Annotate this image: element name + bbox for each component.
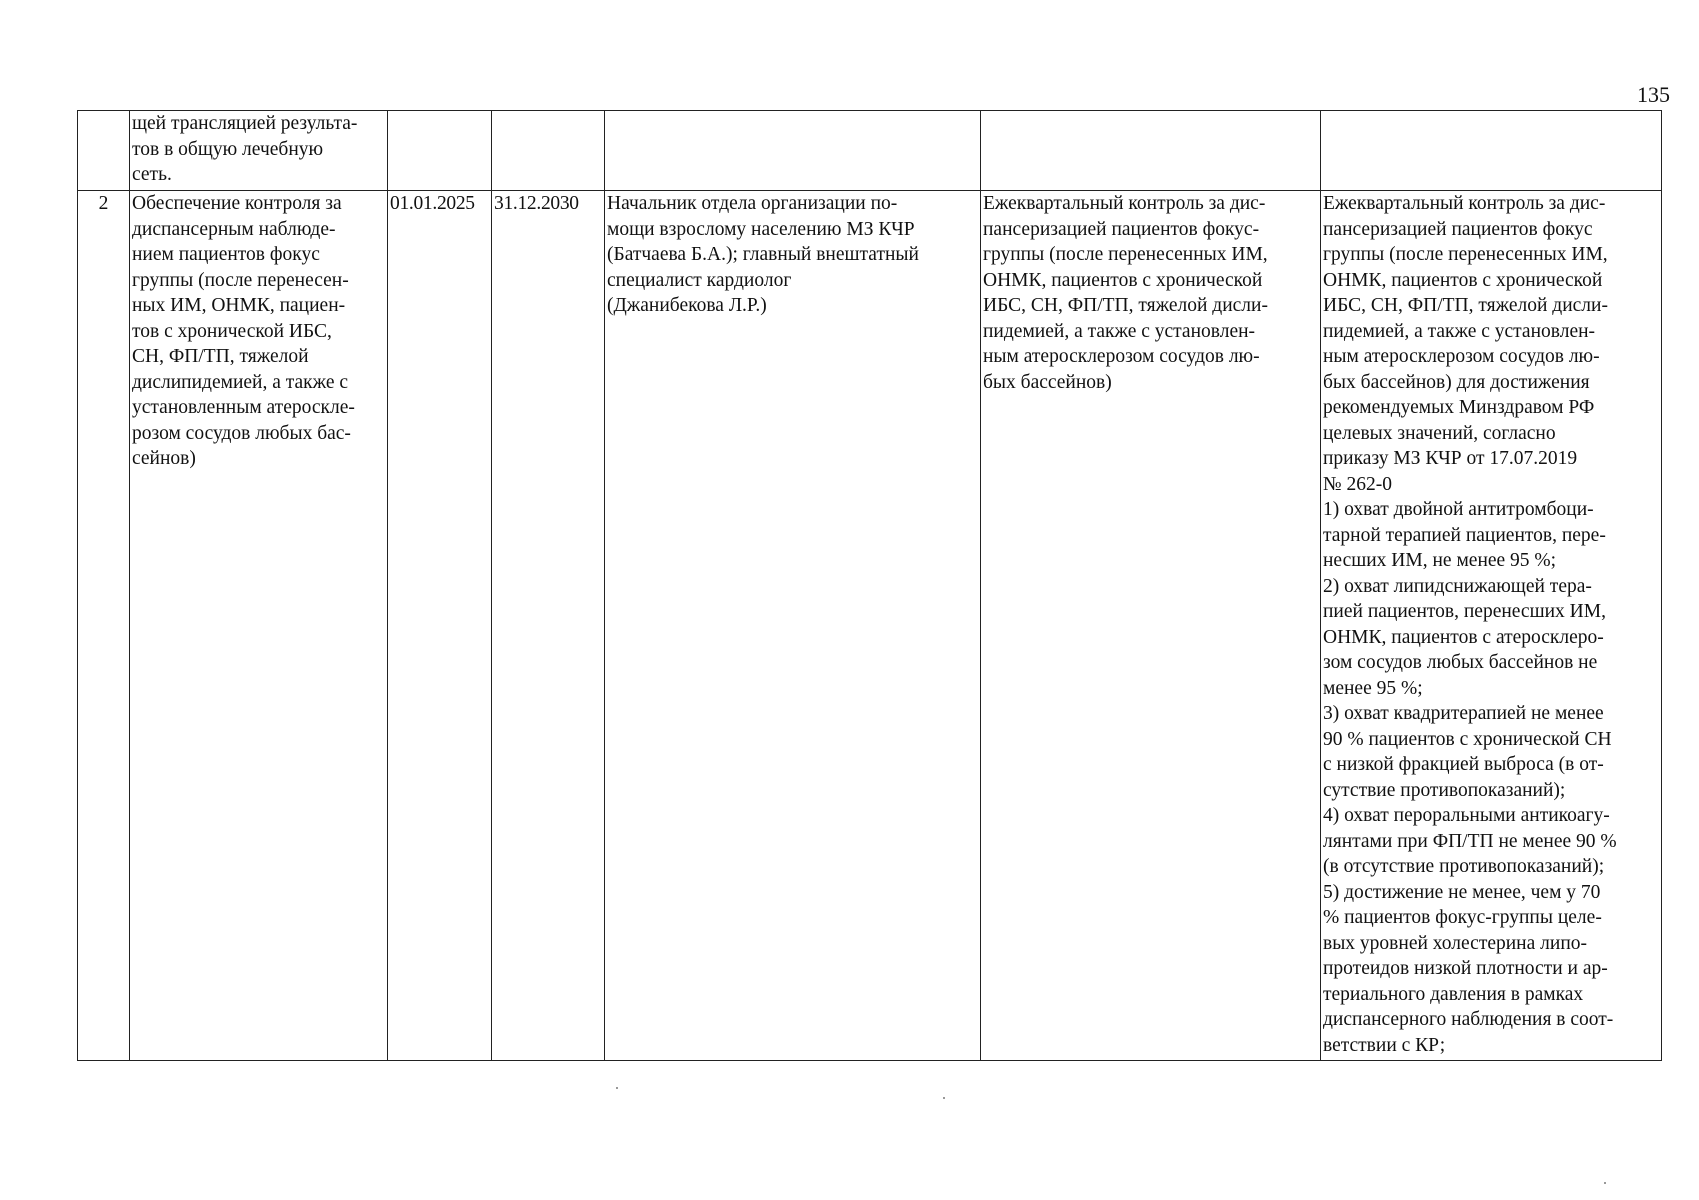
measure-line: ных ИМ, ОНМК, пациен- (132, 295, 346, 316)
responsible-line: (Джанибекова Л.Р.) (607, 295, 767, 316)
measure-line: тов в общую лечебную (132, 138, 324, 160)
responsible-cell (605, 191, 981, 1061)
measure-line: розом сосудов любых бас- (132, 422, 351, 444)
measure-line: СН, ФП/ТП, тяжелой (132, 346, 309, 367)
start-date-cell: 01.01.2025 (388, 191, 492, 1061)
indicator-line: пидемией, а также с установлен- (983, 320, 1256, 342)
measure-line: дислипидемией, а также с (132, 371, 349, 393)
page-number: 135 (1637, 82, 1670, 107)
responsible-cell (605, 111, 981, 191)
result-line: тарной терапией пациентов, пере- (1323, 524, 1606, 546)
scan-speck (1604, 1182, 1606, 1184)
result-line: несших ИМ, не менее 95 %; (1323, 550, 1557, 571)
result-line: диспансерного наблюдения в соот- (1323, 1009, 1614, 1030)
result-line: № 262-0 (1323, 473, 1392, 495)
result-line: вых уровней холестерина липо- (1323, 932, 1587, 954)
result-line: % пациентов фокус-группы целе- (1323, 907, 1602, 928)
result-line: протеидов низкой плотности и ар- (1323, 958, 1608, 979)
indicator-line: ИБС, СН, ФП/ТП, тяжелой дисли- (983, 295, 1268, 316)
indicator-line: Ежеквартальный контроль за дис- (983, 193, 1266, 214)
end-date-cell (492, 111, 605, 191)
indicator-line: группы (после перенесенных ИМ, (983, 244, 1268, 265)
indicator-cell (981, 191, 1321, 1061)
result-line: рекомендуемых Минздравом РФ (1323, 397, 1595, 418)
measure-line: диспансерным наблюде- (132, 218, 336, 240)
indicator-line: ОНМК, пациентов с хронической (983, 269, 1263, 291)
indicator-cell (981, 111, 1321, 191)
result-line: пансеризацией пациентов фокус (1323, 218, 1593, 240)
result-line: лянтами при ФП/ТП не менее 90 % (1323, 830, 1617, 852)
measure-line: группы (после перенесен- (132, 269, 349, 291)
result-line: бых бассейнов) для достижения (1323, 371, 1590, 393)
result-line: 90 % пациентов с хронической СН (1323, 728, 1612, 750)
responsible-line: специалист кардиолог (607, 269, 792, 291)
table-row-2 (78, 191, 1662, 1061)
result-line: ОНМК, пациентов с хронической (1323, 269, 1603, 291)
result-line: зом сосудов любых бассейнов не (1323, 652, 1598, 673)
measure-line: установленным атероскле- (132, 397, 355, 418)
result-line: ИБС, СН, ФП/ТП, тяжелой дисли- (1323, 295, 1608, 316)
row-number-cell: 2 (78, 191, 130, 1061)
result-line: с низкой фракцией выброса (в от- (1323, 754, 1604, 775)
start-date-cell (388, 111, 492, 191)
result-line: 3) охват квадритерапией не менее (1323, 703, 1604, 724)
result-line: 1) охват двойной антитромбоци- (1323, 499, 1594, 520)
result-line: 4) охват пероральными антикоагу- (1323, 805, 1610, 826)
measure-line: сейнов) (132, 448, 196, 469)
result-line: пией пациентов, перенесших ИМ, (1323, 601, 1606, 622)
measure-line: сеть. (132, 164, 172, 185)
result-line: менее 95 %; (1323, 677, 1423, 699)
end-date-cell: 31.12.2030 (492, 191, 605, 1061)
responsible-line: Начальник отдела организации по- (607, 193, 898, 214)
result-line: 2) охват липидснижающей тера- (1323, 575, 1592, 597)
result-line: 5) достижение не менее, чем у 70 (1323, 881, 1601, 903)
row-number-cell (78, 111, 130, 191)
measure-line: Обеспечение контроля за (132, 193, 342, 214)
indicator-line: пансеризацией пациентов фокус- (983, 218, 1260, 240)
result-line: целевых значений, согласно (1323, 422, 1556, 444)
measure-cell (130, 111, 388, 191)
scan-speck (943, 1097, 945, 1099)
result-line: группы (после перенесенных ИМ, (1323, 244, 1608, 265)
indicator-line: бых бассейнов) (983, 371, 1112, 393)
result-line: териального давления в рамках (1323, 983, 1584, 1005)
table-row-continuation (78, 111, 1662, 191)
result-line: приказу МЗ КЧР от 17.07.2019 (1323, 448, 1578, 469)
result-line: ветствии с КР; (1323, 1034, 1446, 1056)
result-line: ным атеросклерозом сосудов лю- (1323, 346, 1600, 367)
measure-line: тов с хронической ИБС, (132, 320, 332, 342)
scan-speck (616, 1087, 618, 1089)
result-line: пидемией, а также с установлен- (1323, 320, 1596, 342)
indicator-line: ным атеросклерозом сосудов лю- (983, 346, 1260, 367)
plan-table (77, 110, 1662, 1061)
result-line: ОНМК, пациентов с атеросклеро- (1323, 626, 1604, 648)
result-line: (в отсутствие противопоказаний); (1323, 856, 1605, 877)
measure-cell (130, 191, 388, 1061)
result-line: Ежеквартальный контроль за дис- (1323, 193, 1606, 214)
responsible-line: мощи взрослому населению МЗ КЧР (607, 218, 915, 240)
result-line: сутствие противопоказаний); (1323, 779, 1566, 801)
result-cell (1321, 191, 1662, 1061)
measure-line: щей трансляцией результа- (132, 113, 358, 134)
measure-line: нием пациентов фокус (132, 244, 320, 265)
result-cell (1321, 111, 1662, 191)
responsible-line: (Батчаева Б.А.); главный внештатный (607, 244, 919, 265)
